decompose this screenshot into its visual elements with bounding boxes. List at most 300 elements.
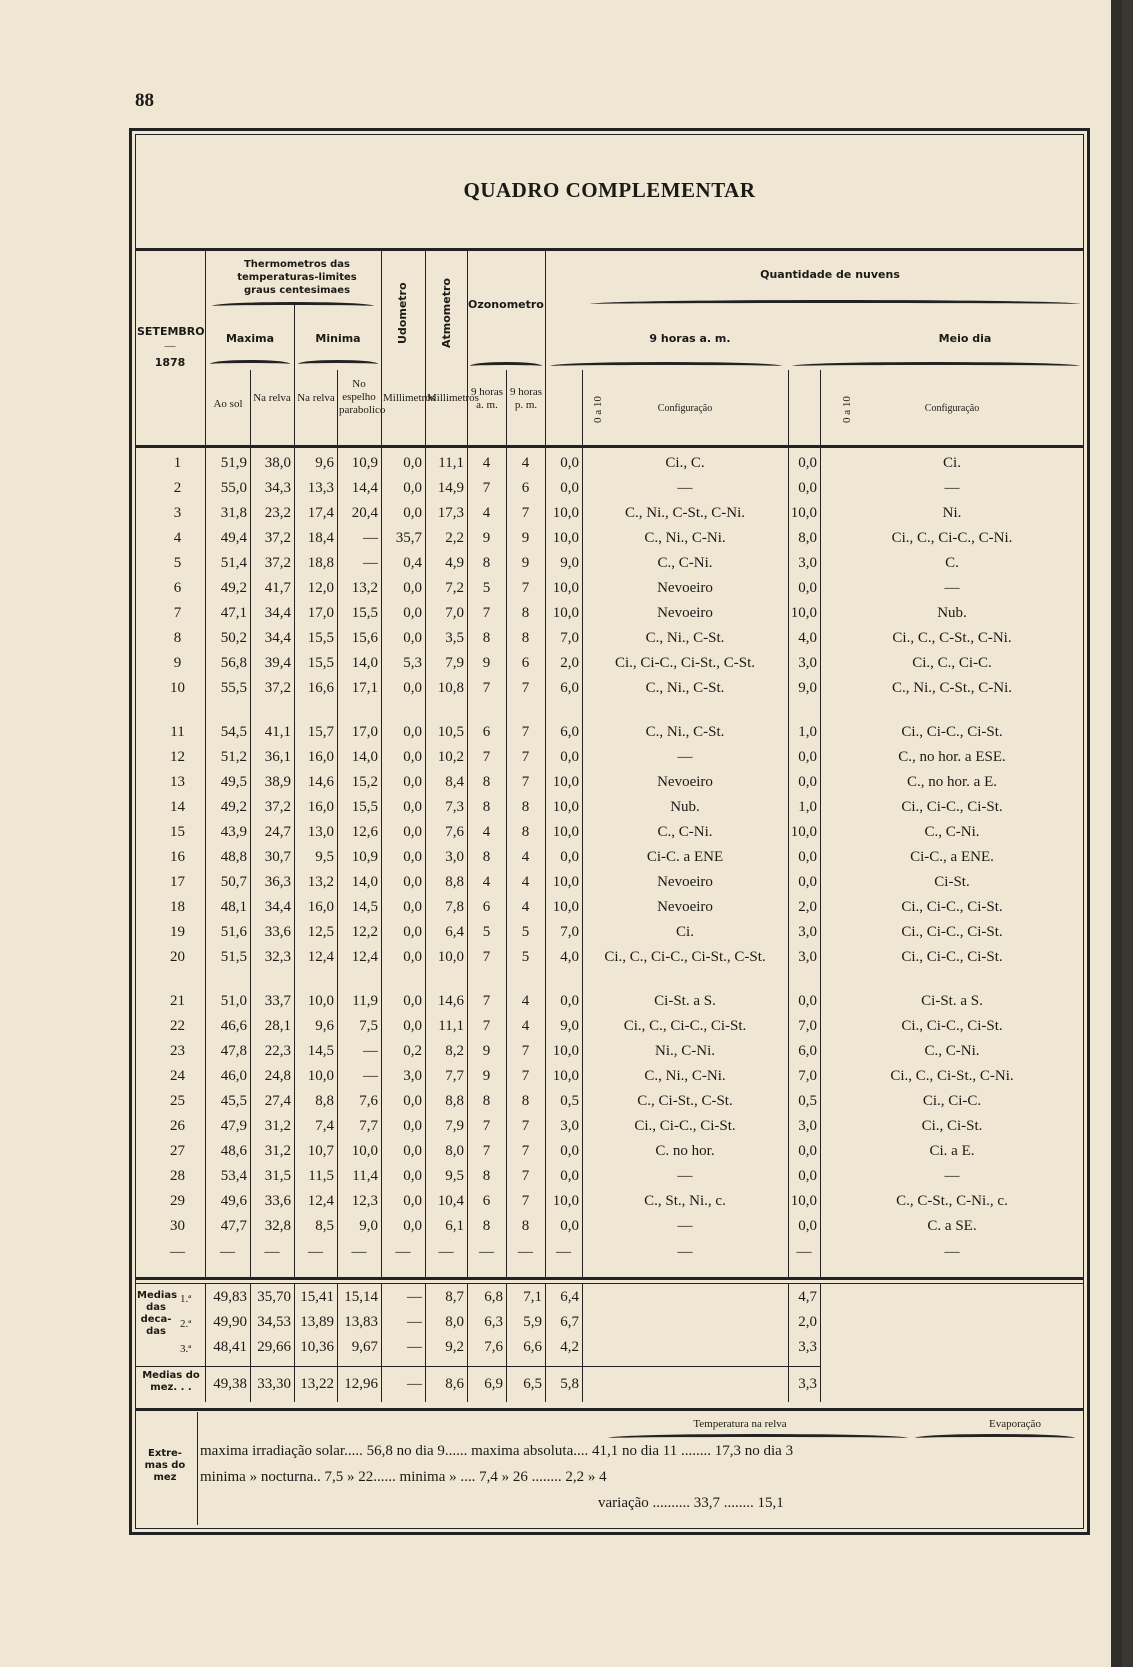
ao-sol-cell: 51,4 [220,555,247,571]
medias-cell: 13,83 [344,1314,378,1330]
espelho-cell: 13,2 [351,580,378,596]
minima-label: Minima [315,332,361,345]
udometro-cell: 0,0 [403,1093,422,1109]
nuvens-am-cell: 0,0 [560,1143,579,1159]
column-rule [294,305,295,445]
na-relva-min-cell: 16,0 [307,799,334,815]
summary-bottom-rule [135,1408,1084,1411]
na-relva-min-cell: 13,2 [307,874,334,890]
atmometro-cell: 10,4 [437,1193,464,1209]
config-meio-dia-cell: C., no hor. a ESE. [898,749,1006,765]
atmometro-cell: 14,9 [437,480,464,496]
espelho-cell: 14,5 [351,899,378,915]
na-relva-max-cell: 27,4 [264,1093,291,1109]
udometro-label: Udometro [396,282,409,344]
espelho-cell: 12,3 [351,1193,378,1209]
config-am-cell: C., Ni., C-St. [645,630,725,646]
na-relva-max-cell: 33,6 [264,1193,291,1209]
oz-am-cell: 8 [482,799,491,815]
espelho-label: No espelho parabolico [339,378,386,416]
espelho-cell: 10,0 [351,1143,378,1159]
data-bottom-rule [135,1277,1084,1280]
medias-cell: — [407,1289,422,1305]
oz-pm-cell: 4 [521,849,530,865]
na-relva-max-cell: 32,3 [264,949,291,965]
ao-sol-cell: 49,5 [220,774,247,790]
temp-relva-brace [608,1434,908,1442]
ao-sol-cell: 55,0 [220,480,247,496]
na-relva-max-cell: 22,3 [264,1043,291,1059]
oz-am-cell: 7 [482,1118,491,1134]
nuvens-meio-dia-cell: 0,0 [798,455,817,471]
config-meio-dia-cell: Ci-St. [934,874,970,890]
oz-am-cell: 9 [482,1043,491,1059]
day-cell: 6 [173,580,182,596]
na-relva-max-cell: 37,2 [264,555,291,571]
espelho-cell: 14,0 [351,655,378,671]
atmometro-cell: 7,9 [445,1118,464,1134]
na-relva-min-cell: 9,5 [315,849,334,865]
espelho-cell: 12,2 [351,924,378,940]
oz-am-cell: 6 [482,724,491,740]
config-meio-dia-cell: C. a SE. [927,1218,977,1234]
na-relva-max-cell: 31,5 [264,1168,291,1184]
na-relva-max-cell: 30,7 [264,849,291,865]
udometro-cell: 0,0 [403,1168,422,1184]
dash-cell: — [556,1244,571,1260]
oz-pm-cell: 7 [521,680,530,696]
day-cell: 12 [170,749,185,765]
oz-pm-cell: 8 [521,630,530,646]
na-relva-max-cell: 33,7 [264,993,291,1009]
oz-am-label: 9 horas a. m. [470,386,504,411]
nuvens-am-cell: 0,5 [560,1093,579,1109]
oz-am-cell: 4 [482,874,491,890]
oz-am-cell: 8 [482,630,491,646]
na-relva-min-cell: 7,4 [315,1118,334,1134]
nuvens-am-cell: 3,0 [560,1118,579,1134]
config-meio-dia-cell: Ci., Ci-C., Ci-St. [901,899,1003,915]
espelho-cell: — [363,530,378,546]
ao-sol-cell: 49,4 [220,530,247,546]
year-label: 1878 [154,356,186,369]
na-relva-max-cell: 32,8 [264,1218,291,1234]
medias-cell: 48,41 [213,1339,247,1355]
dash-cell: — [395,1244,411,1260]
day-cell: 24 [170,1068,185,1084]
na-relva-max-cell: 36,3 [264,874,291,890]
ao-sol-cell: 45,5 [220,1093,247,1109]
dash-cell: — [438,1244,454,1260]
atmometro-cell: 8,8 [445,1093,464,1109]
oz-pm-cell: 4 [521,874,530,890]
oz-am-cell: 5 [482,924,491,940]
espelho-cell: 15,6 [351,630,378,646]
month-label: SETEMBRO [137,325,205,338]
nuvens-am-cell: 0,0 [560,849,579,865]
nuvens-am-cell: 10,0 [552,580,579,596]
udometro-cell: 0,0 [403,749,422,765]
ao-sol-cell: 51,0 [220,993,247,1009]
na-relva-min-cell: 15,7 [307,724,334,740]
day-cell: 26 [170,1118,185,1134]
config-meio-dia-cell: C., no hor. a E. [907,774,997,790]
atmometro-cell: 8,0 [445,1143,464,1159]
atmometro-cell: 6,4 [445,924,464,940]
udometro-cell: 0,0 [403,630,422,646]
oz-pm-cell: 7 [521,774,530,790]
oz-pm-cell: 8 [521,1218,530,1234]
config-am-cell: Ci., C., Ci-C., Ci-St. [623,1018,747,1034]
page-title: QUADRO COMPLEMENTAR [463,178,756,202]
espelho-cell: 9,0 [359,1218,378,1234]
config-am-cell: Nevoeiro [657,605,713,621]
nuvens-am-cell: 4,0 [560,949,579,965]
nuvens-am-cell: 10,0 [552,824,579,840]
espelho-cell: 12,4 [351,949,378,965]
atmometro-cell: 8,2 [445,1043,464,1059]
ao-sol-cell: 51,5 [220,949,247,965]
day-cell: 13 [170,774,185,790]
ao-sol-cell: 50,2 [220,630,247,646]
espelho-cell: 17,1 [351,680,378,696]
oz-pm-cell: 7 [521,505,530,521]
day-cell: 28 [170,1168,185,1184]
oz-pm-cell: 4 [521,993,530,1009]
oz-pm-cell: 5 [521,924,530,940]
day-cell: 15 [170,824,185,840]
na-relva-min-cell: 12,4 [307,1193,334,1209]
udometro-cell: 0,0 [403,1118,422,1134]
atmometro-unit: Millimetros [427,392,479,404]
nuvens-meio-dia-cell: 0,5 [798,1093,817,1109]
config-meio-dia-cell: Ci., Ci-C., Ci-St. [901,924,1003,940]
medias-cell: 4,2 [560,1339,579,1355]
atmometro-cell: 7,6 [445,824,464,840]
page-number: 88 [135,90,154,111]
udometro-cell: 0,0 [403,680,422,696]
udometro-cell: 35,7 [395,530,422,546]
atmometro-cell: 11,1 [438,1018,464,1034]
oz-am-cell: 6 [482,1193,491,1209]
udometro-cell: 0,0 [403,824,422,840]
ao-sol-cell: 48,6 [220,1143,247,1159]
oz-am-cell: 8 [482,849,491,865]
config-am-cell: Ci., C. [665,455,705,471]
ao-sol-cell: 43,9 [220,824,247,840]
atmometro-cell: 10,0 [437,949,464,965]
day-cell: 27 [170,1143,185,1159]
day-cell: 17 [170,874,185,890]
medias-cell: 10,36 [300,1339,334,1355]
dash-cell: — [796,1244,812,1260]
nuvens-meio-dia-cell: 0,0 [798,993,817,1009]
udometro-cell: 0,0 [403,605,422,621]
atmometro-cell: 10,2 [437,749,464,765]
medias-cell: 6,6 [523,1339,542,1355]
oz-am-cell: 6 [482,899,491,915]
na-relva-max-cell: 36,1 [264,749,291,765]
oz-pm-cell: 7 [521,1043,530,1059]
nuvens-am-cell: 10,0 [552,1193,579,1209]
config-meio-dia-cell: C., C-St., C-Ni., c. [896,1193,1008,1209]
na-relva-min-cell: 16,0 [307,899,334,915]
column-rule [820,1283,821,1402]
medias-cell: 6,7 [560,1314,579,1330]
na-relva-min-cell: 17,4 [307,505,334,521]
extremas-label-rule [197,1412,198,1525]
atmometro-cell: 14,6 [437,993,464,1009]
oz-pm-cell: 8 [521,824,530,840]
month-dash: — [164,340,176,352]
oz-am-cell: 7 [482,480,491,496]
medias-cell: 29,66 [257,1339,291,1355]
config-am-cell: Nevoeiro [657,899,713,915]
medias-cell: 49,83 [213,1289,247,1305]
na-relva-min-cell: 8,8 [315,1093,334,1109]
medias-cell: 15,14 [344,1289,378,1305]
config-meio-dia-cell: Ci-C., a ENE. [910,849,994,865]
na-relva-min-cell: 8,5 [315,1218,334,1234]
meio-dia-brace [792,362,1080,370]
oz-am-cell: 7 [482,1018,491,1034]
espelho-cell: 11,9 [352,993,378,1009]
nuvens-am-cell: 10,0 [552,605,579,621]
config-meio-dia-cell: Ci., Ci-C., Ci-St. [901,949,1003,965]
decade-label: 1.ª [180,1293,192,1305]
nuvens-meio-dia-cell: 10,0 [790,605,817,621]
oz-am-cell: 8 [482,555,491,571]
dash-cell: — [264,1244,280,1260]
nuvens-meio-dia-cell: 3,0 [798,1118,817,1134]
ao-sol-cell: 51,2 [220,749,247,765]
nuvens-meio-dia-cell: 3,0 [798,655,817,671]
nuvens-meio-dia-cell: 0,0 [798,1168,817,1184]
udometro-unit: Millimetros [383,392,435,404]
medias-cell: 35,70 [257,1289,291,1305]
nuvens-meio-dia-cell: 0,0 [798,580,817,596]
oz-am-cell: 4 [482,455,491,471]
nuvens-am-cell: 10,0 [552,874,579,890]
day-cell: 19 [170,924,185,940]
nuvens-meio-dia-cell: 6,0 [798,1043,817,1059]
dash-cell: — [308,1244,323,1260]
ao-sol-cell: 54,5 [220,724,247,740]
column-rule [506,370,507,445]
temp-relva-title: Temperatura na relva [693,1418,787,1430]
atmometro-cell: 7,3 [445,799,464,815]
oz-pm-cell: 8 [521,799,530,815]
nuvens-meio-dia-cell: 10,0 [790,824,817,840]
ao-sol-cell: 47,7 [220,1218,247,1234]
config-meio-dia-cell: Ci., C., C-St., C-Ni. [892,630,1012,646]
na-relva-min-cell: 13,3 [307,480,334,496]
udometro-cell: 0,0 [403,899,422,915]
oz-pm-label: 9 horas p. m. [509,386,543,411]
udometro-cell: 3,0 [403,1068,422,1084]
na-relva-min-cell: 18,4 [307,530,334,546]
na-relva-min-cell: 16,0 [307,749,334,765]
day-cell: 30 [170,1218,185,1234]
config-meio-dia-cell: Nub. [937,605,967,621]
day-cell: 1 [173,455,182,471]
medias-cell: 49,90 [213,1314,247,1330]
medias-mez-cell: 12,96 [344,1376,378,1392]
nuvens-am-cell: 7,0 [560,630,579,646]
ao-sol-cell: 47,1 [220,605,247,621]
medias-mez-cell: 6,5 [523,1376,542,1392]
oz-pm-cell: 7 [521,1068,530,1084]
na-relva-max-cell: 24,7 [264,824,291,840]
nuvens-am-cell: 10,0 [552,1043,579,1059]
dash-cell: — [351,1244,367,1260]
meio-dia-label: Meio dia [938,332,992,345]
oz-pm-cell: 4 [521,899,530,915]
config-am-cell: C., Ni., C-Ni. [644,1068,726,1084]
ao-sol-cell: 51,9 [220,455,247,471]
medias-mez-rule [135,1366,820,1367]
config-am-cell: Ci-C. a ENE [646,849,724,865]
ao-sol-cell: 47,8 [220,1043,247,1059]
config-meio-dia-cell: Ci-St. a S. [921,993,983,1009]
medias-cell: 15,41 [300,1289,334,1305]
oz-am-cell: 8 [482,1093,491,1109]
config-am-cell: Nevoeiro [657,580,713,596]
na-relva-min-cell: 12,0 [307,580,334,596]
day-cell: 25 [170,1093,185,1109]
medias-nuvens-cell: 4,7 [798,1289,817,1305]
nuvens-meio-dia-cell: 1,0 [798,799,817,815]
udometro-cell: 0,0 [403,1143,422,1159]
oz-pm-cell: 7 [521,1118,530,1134]
dash-cell: — [677,1244,693,1260]
oz-pm-cell: 8 [521,605,530,621]
espelho-cell: 7,7 [359,1118,378,1134]
udometro-cell: 0,0 [403,580,422,596]
na-relva-min-cell: 15,5 [307,630,334,646]
udometro-cell: 0,4 [403,555,422,571]
config-meio-dia-cell: C., Ni., C-St., C-Ni. [891,680,1012,696]
zero-dez-1-label: 0 a 10 [592,396,604,424]
day-cell: 21 [170,993,185,1009]
na-relva-max-cell: 41,7 [264,580,291,596]
medias-cell: 34,53 [257,1314,291,1330]
medias-mez-label: Medias do mez. . . [142,1370,200,1393]
nuvens-am-cell: 0,0 [560,749,579,765]
nuvens-meio-dia-cell: 10,0 [790,1193,817,1209]
medias-cell: — [407,1314,422,1330]
medias-nuvens-cell: 3,3 [798,1339,817,1355]
nuvens-meio-dia-cell: 0,0 [798,774,817,790]
na-relva-min-cell: 13,0 [307,824,334,840]
na-relva-min-cell: 15,5 [307,655,334,671]
config-am-cell: C., Ni., C-St., C-Ni. [624,505,745,521]
config-meio-dia-cell: Ci., C., Ci-C., C-Ni. [891,530,1013,546]
oz-am-cell: 7 [482,949,491,965]
na-relva-min-cell: 11,5 [308,1168,334,1184]
atmometro-cell: 3,5 [445,630,464,646]
oz-pm-cell: 7 [521,749,530,765]
day-cell: 5 [173,555,182,571]
na-relva-max-cell: 31,2 [264,1143,291,1159]
na-relva-max-cell: 31,2 [264,1118,291,1134]
ao-sol-label: Ao sol [213,398,243,410]
medias-cell: 7,6 [484,1339,503,1355]
medias-mez-cell: 13,22 [300,1376,334,1392]
config-meio-dia-cell: Ci., Ci-C., Ci-St. [901,724,1003,740]
espelho-cell: — [363,555,378,571]
nuvens-meio-dia-cell: 10,0 [790,505,817,521]
config-am-cell: C., C-Ni. [657,555,713,571]
medias-cell: 6,8 [484,1289,503,1305]
nuvens-meio-dia-cell: 2,0 [798,899,817,915]
atmometro-cell: 11,1 [438,455,464,471]
udometro-cell: 0,0 [403,480,422,496]
header-column-rule [467,248,468,445]
ao-sol-cell: 46,6 [220,1018,247,1034]
nuvens-meio-dia-cell: 3,0 [798,555,817,571]
header-bottom-rule [135,445,1084,448]
config-am-cell: C., Ni., C-St. [645,680,725,696]
nuvens-am-cell: 2,0 [560,655,579,671]
medias-cell: 7,1 [523,1289,542,1305]
nuvens-meio-dia-cell: 7,0 [798,1068,817,1084]
na-relva-min-cell: 12,4 [307,949,334,965]
nuvens-am-cell: 10,0 [552,799,579,815]
medias-cell: — [407,1339,422,1355]
udometro-cell: 0,0 [403,505,422,521]
nuvens-meio-dia-cell: 4,0 [798,630,817,646]
config-am-cell: — [677,480,693,496]
config-meio-dia-cell: C., C-Ni. [924,824,980,840]
na-relva-max-cell: 28,1 [264,1018,291,1034]
day-cell: 3 [173,505,182,521]
udometro-cell: 0,0 [403,949,422,965]
oz-am-cell: 7 [482,749,491,765]
maxima-label: Maxima [225,332,275,345]
espelho-cell: 10,9 [351,455,378,471]
nuvens-am-cell: 6,0 [560,724,579,740]
na-relva-max-cell: 34,3 [264,480,291,496]
dash-cell: — [170,1244,185,1260]
atmometro-cell: 8,8 [445,874,464,890]
nuvens-meio-dia-cell: 1,0 [798,724,817,740]
nuvens-brace [590,300,1080,308]
zero-dez-2-label: 0 a 10 [841,396,853,424]
nuvens-meio-dia-cell: 8,0 [798,530,817,546]
na-relva-max-cell: 38,0 [264,455,291,471]
nuvens-meio-dia-cell: 7,0 [798,1018,817,1034]
config-am-cell: C., Ni., C-Ni. [644,530,726,546]
config-am-cell: Nevoeiro [657,874,713,890]
dash-cell: — [479,1244,494,1260]
day-cell: 18 [170,899,185,915]
extremas-label: Extre- mas do mez [144,1448,186,1483]
medias-top-rule [135,1283,1084,1284]
configuracao-1-label: Configuração [657,403,713,414]
medias-mez-cell: 8,6 [445,1376,464,1392]
oz-am-cell: 5 [482,580,491,596]
na-relva-min-cell: 9,6 [315,455,334,471]
na-relva-max-cell: 24,8 [264,1068,291,1084]
nuvens-meio-dia-cell: 0,0 [798,1143,817,1159]
config-meio-dia-cell: Ci., Ci-C., Ci-St. [901,1018,1003,1034]
nuvens-meio-dia-cell: 0,0 [798,874,817,890]
thermo-brace [212,302,374,310]
ao-sol-cell: 48,8 [220,849,247,865]
day-cell: 4 [173,530,182,546]
config-am-cell: C., Ci-St., C-St. [637,1093,733,1109]
